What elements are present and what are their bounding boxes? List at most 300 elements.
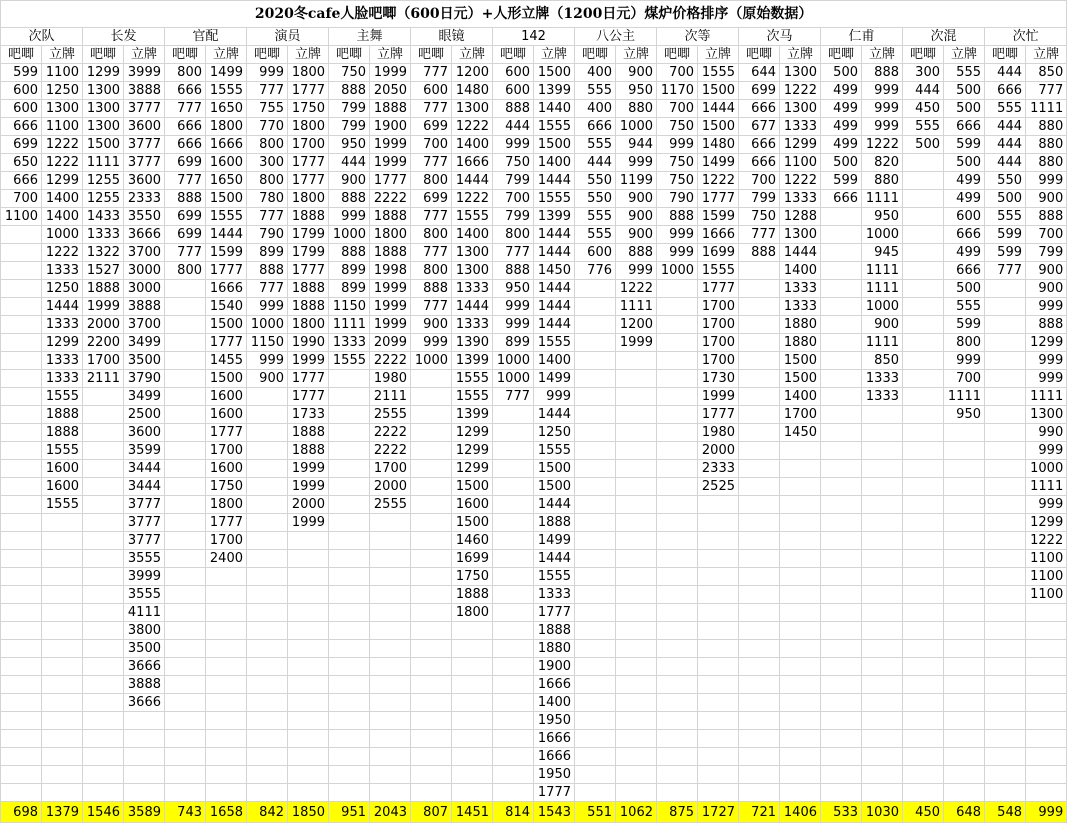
price-cell[interactable]: 1222 xyxy=(452,190,493,208)
price-cell[interactable]: 599 xyxy=(821,172,862,190)
price-cell[interactable] xyxy=(985,424,1026,442)
price-cell[interactable]: 1700 xyxy=(698,334,739,352)
price-cell[interactable]: 500 xyxy=(944,280,985,298)
price-cell[interactable]: 3600 xyxy=(124,118,165,136)
price-cell[interactable] xyxy=(493,604,534,622)
price-cell[interactable] xyxy=(903,298,944,316)
price-cell[interactable]: 2333 xyxy=(124,190,165,208)
price-cell[interactable] xyxy=(42,784,83,802)
price-cell[interactable]: 1444 xyxy=(698,100,739,118)
price-cell[interactable] xyxy=(288,766,329,784)
price-cell[interactable] xyxy=(83,406,124,424)
price-cell[interactable]: 2050 xyxy=(370,82,411,100)
price-cell[interactable] xyxy=(1,658,42,676)
price-cell[interactable]: 1799 xyxy=(288,244,329,262)
price-cell[interactable] xyxy=(493,586,534,604)
price-cell[interactable] xyxy=(42,514,83,532)
price-cell[interactable] xyxy=(83,496,124,514)
price-cell[interactable]: 1999 xyxy=(370,154,411,172)
price-cell[interactable] xyxy=(985,478,1026,496)
price-cell[interactable]: 900 xyxy=(862,316,903,334)
price-cell[interactable] xyxy=(165,622,206,640)
price-cell[interactable]: 1333 xyxy=(534,586,575,604)
price-cell[interactable] xyxy=(411,568,452,586)
price-cell[interactable] xyxy=(657,586,698,604)
price-cell[interactable]: 1222 xyxy=(616,280,657,298)
price-cell[interactable]: 1777 xyxy=(288,262,329,280)
price-cell[interactable]: 1400 xyxy=(534,154,575,172)
price-cell[interactable] xyxy=(1,568,42,586)
price-cell[interactable] xyxy=(739,262,780,280)
price-cell[interactable]: 3500 xyxy=(124,640,165,658)
price-cell[interactable]: 1699 xyxy=(452,550,493,568)
price-cell[interactable] xyxy=(493,442,534,460)
price-cell[interactable]: 666 xyxy=(985,82,1026,100)
price-cell[interactable] xyxy=(165,370,206,388)
price-cell[interactable] xyxy=(206,730,247,748)
price-cell[interactable]: 1888 xyxy=(288,280,329,298)
price-cell[interactable]: 1322 xyxy=(83,244,124,262)
price-cell[interactable] xyxy=(821,712,862,730)
price-cell[interactable]: 1399 xyxy=(534,82,575,100)
price-cell[interactable] xyxy=(821,694,862,712)
price-cell[interactable] xyxy=(370,604,411,622)
price-cell[interactable] xyxy=(821,550,862,568)
price-cell[interactable]: 1888 xyxy=(370,100,411,118)
price-cell[interactable]: 1500 xyxy=(206,370,247,388)
price-cell[interactable]: 3444 xyxy=(124,478,165,496)
price-cell[interactable]: 666 xyxy=(165,136,206,154)
price-cell[interactable] xyxy=(165,478,206,496)
price-cell[interactable] xyxy=(616,604,657,622)
price-cell[interactable] xyxy=(821,586,862,604)
price-cell[interactable] xyxy=(288,658,329,676)
price-cell[interactable] xyxy=(493,424,534,442)
price-cell[interactable] xyxy=(862,442,903,460)
price-cell[interactable]: 1299 xyxy=(452,460,493,478)
price-cell[interactable]: 700 xyxy=(1,190,42,208)
price-cell[interactable] xyxy=(657,532,698,550)
price-cell[interactable] xyxy=(903,370,944,388)
price-cell[interactable]: 1777 xyxy=(206,262,247,280)
average-cell[interactable]: 1379 xyxy=(42,802,83,823)
price-cell[interactable]: 2222 xyxy=(370,352,411,370)
price-cell[interactable]: 1900 xyxy=(534,658,575,676)
price-cell[interactable] xyxy=(288,730,329,748)
price-cell[interactable]: 850 xyxy=(1026,64,1067,82)
price-cell[interactable] xyxy=(616,622,657,640)
price-cell[interactable]: 750 xyxy=(657,172,698,190)
price-cell[interactable] xyxy=(821,298,862,316)
price-cell[interactable]: 555 xyxy=(575,208,616,226)
price-cell[interactable]: 1400 xyxy=(534,352,575,370)
price-cell[interactable]: 3000 xyxy=(124,280,165,298)
price-cell[interactable]: 1400 xyxy=(42,208,83,226)
price-cell[interactable]: 1666 xyxy=(534,748,575,766)
price-cell[interactable]: 1222 xyxy=(780,82,821,100)
sub-label-cell[interactable]: 吧唧 xyxy=(83,46,124,64)
price-cell[interactable]: 1222 xyxy=(780,172,821,190)
price-cell[interactable] xyxy=(206,640,247,658)
price-cell[interactable]: 2500 xyxy=(124,406,165,424)
price-cell[interactable] xyxy=(903,640,944,658)
price-cell[interactable] xyxy=(1,712,42,730)
price-cell[interactable]: 666 xyxy=(739,100,780,118)
price-cell[interactable] xyxy=(1,424,42,442)
price-cell[interactable] xyxy=(944,766,985,784)
price-cell[interactable] xyxy=(1,676,42,694)
price-cell[interactable] xyxy=(657,334,698,352)
price-cell[interactable]: 666 xyxy=(944,118,985,136)
price-cell[interactable] xyxy=(985,694,1026,712)
price-cell[interactable]: 1433 xyxy=(83,208,124,226)
price-cell[interactable] xyxy=(903,712,944,730)
price-cell[interactable]: 1299 xyxy=(452,424,493,442)
price-cell[interactable] xyxy=(780,496,821,514)
sub-label-cell[interactable]: 立牌 xyxy=(698,46,739,64)
price-cell[interactable] xyxy=(903,586,944,604)
price-cell[interactable] xyxy=(452,622,493,640)
price-cell[interactable] xyxy=(575,424,616,442)
price-cell[interactable] xyxy=(739,298,780,316)
price-cell[interactable]: 1199 xyxy=(616,172,657,190)
price-cell[interactable]: 1500 xyxy=(452,514,493,532)
price-cell[interactable] xyxy=(247,496,288,514)
price-cell[interactable] xyxy=(903,442,944,460)
price-cell[interactable]: 888 xyxy=(329,244,370,262)
price-cell[interactable] xyxy=(1,514,42,532)
price-cell[interactable]: 999 xyxy=(1026,298,1067,316)
price-cell[interactable] xyxy=(411,766,452,784)
price-cell[interactable]: 2099 xyxy=(370,334,411,352)
price-cell[interactable] xyxy=(411,586,452,604)
price-cell[interactable] xyxy=(452,676,493,694)
price-cell[interactable]: 1666 xyxy=(452,154,493,172)
price-cell[interactable] xyxy=(616,568,657,586)
price-cell[interactable]: 1990 xyxy=(288,334,329,352)
price-cell[interactable]: 500 xyxy=(944,82,985,100)
price-cell[interactable] xyxy=(165,280,206,298)
price-cell[interactable]: 599 xyxy=(985,244,1026,262)
price-cell[interactable] xyxy=(165,514,206,532)
price-cell[interactable]: 4111 xyxy=(124,604,165,622)
price-cell[interactable]: 899 xyxy=(247,244,288,262)
price-cell[interactable] xyxy=(657,406,698,424)
price-cell[interactable]: 3777 xyxy=(124,496,165,514)
price-cell[interactable]: 1555 xyxy=(534,334,575,352)
price-cell[interactable] xyxy=(493,496,534,514)
price-cell[interactable]: 1700 xyxy=(206,532,247,550)
price-cell[interactable] xyxy=(944,550,985,568)
price-cell[interactable] xyxy=(944,568,985,586)
price-cell[interactable] xyxy=(944,658,985,676)
price-cell[interactable] xyxy=(329,640,370,658)
price-cell[interactable] xyxy=(42,712,83,730)
price-cell[interactable]: 900 xyxy=(616,64,657,82)
price-cell[interactable]: 1777 xyxy=(206,424,247,442)
price-cell[interactable]: 1111 xyxy=(329,316,370,334)
price-cell[interactable] xyxy=(247,478,288,496)
price-cell[interactable]: 777 xyxy=(411,64,452,82)
price-cell[interactable] xyxy=(493,622,534,640)
price-cell[interactable] xyxy=(616,406,657,424)
price-cell[interactable] xyxy=(83,388,124,406)
price-cell[interactable]: 1700 xyxy=(206,442,247,460)
price-cell[interactable] xyxy=(411,694,452,712)
price-cell[interactable] xyxy=(739,586,780,604)
price-cell[interactable] xyxy=(1,604,42,622)
price-cell[interactable]: 1888 xyxy=(452,586,493,604)
price-cell[interactable] xyxy=(944,424,985,442)
price-cell[interactable] xyxy=(944,478,985,496)
price-cell[interactable]: 1999 xyxy=(370,316,411,334)
price-cell[interactable] xyxy=(42,658,83,676)
price-cell[interactable] xyxy=(780,640,821,658)
price-cell[interactable]: 770 xyxy=(247,118,288,136)
price-cell[interactable]: 1000 xyxy=(411,352,452,370)
price-cell[interactable] xyxy=(206,658,247,676)
price-cell[interactable] xyxy=(575,460,616,478)
price-cell[interactable]: 999 xyxy=(1026,370,1067,388)
price-cell[interactable]: 1555 xyxy=(698,262,739,280)
price-cell[interactable]: 1777 xyxy=(370,172,411,190)
price-cell[interactable] xyxy=(1,460,42,478)
price-cell[interactable]: 1777 xyxy=(698,280,739,298)
price-cell[interactable]: 799 xyxy=(493,172,534,190)
price-cell[interactable]: 1777 xyxy=(698,190,739,208)
price-cell[interactable] xyxy=(780,712,821,730)
price-cell[interactable]: 1500 xyxy=(534,478,575,496)
price-cell[interactable] xyxy=(698,604,739,622)
price-cell[interactable]: 1222 xyxy=(452,118,493,136)
price-cell[interactable] xyxy=(903,388,944,406)
price-cell[interactable] xyxy=(985,388,1026,406)
price-cell[interactable] xyxy=(616,640,657,658)
price-cell[interactable] xyxy=(985,298,1026,316)
price-cell[interactable] xyxy=(329,658,370,676)
price-cell[interactable] xyxy=(206,676,247,694)
price-cell[interactable] xyxy=(1,766,42,784)
price-cell[interactable] xyxy=(944,604,985,622)
price-cell[interactable] xyxy=(821,496,862,514)
average-cell[interactable]: 3589 xyxy=(124,802,165,823)
price-cell[interactable]: 1500 xyxy=(206,190,247,208)
price-cell[interactable]: 1950 xyxy=(534,712,575,730)
price-cell[interactable] xyxy=(780,748,821,766)
price-cell[interactable]: 1500 xyxy=(698,118,739,136)
price-cell[interactable]: 1299 xyxy=(83,64,124,82)
price-cell[interactable] xyxy=(657,280,698,298)
average-cell[interactable]: 648 xyxy=(944,802,985,823)
price-cell[interactable]: 1111 xyxy=(83,154,124,172)
price-cell[interactable] xyxy=(83,658,124,676)
price-cell[interactable] xyxy=(165,496,206,514)
price-cell[interactable] xyxy=(411,388,452,406)
price-cell[interactable]: 3700 xyxy=(124,244,165,262)
price-cell[interactable] xyxy=(288,622,329,640)
price-cell[interactable]: 1450 xyxy=(534,262,575,280)
price-cell[interactable] xyxy=(288,712,329,730)
price-cell[interactable] xyxy=(42,604,83,622)
price-cell[interactable] xyxy=(616,712,657,730)
price-cell[interactable]: 3777 xyxy=(124,136,165,154)
price-cell[interactable]: 1900 xyxy=(370,118,411,136)
price-cell[interactable] xyxy=(821,406,862,424)
price-cell[interactable] xyxy=(985,712,1026,730)
price-cell[interactable]: 888 xyxy=(165,190,206,208)
price-cell[interactable]: 888 xyxy=(493,100,534,118)
price-cell[interactable]: 1500 xyxy=(780,352,821,370)
price-cell[interactable]: 776 xyxy=(575,262,616,280)
price-cell[interactable]: 1000 xyxy=(247,316,288,334)
price-cell[interactable] xyxy=(739,784,780,802)
price-cell[interactable]: 1888 xyxy=(534,622,575,640)
price-cell[interactable]: 1888 xyxy=(370,244,411,262)
price-cell[interactable]: 3499 xyxy=(124,388,165,406)
price-cell[interactable]: 1300 xyxy=(780,226,821,244)
price-cell[interactable] xyxy=(657,370,698,388)
price-cell[interactable]: 3550 xyxy=(124,208,165,226)
price-cell[interactable]: 999 xyxy=(862,82,903,100)
price-cell[interactable] xyxy=(124,748,165,766)
price-cell[interactable] xyxy=(165,550,206,568)
price-cell[interactable]: 800 xyxy=(493,226,534,244)
price-cell[interactable] xyxy=(1026,658,1067,676)
price-cell[interactable]: 3700 xyxy=(124,316,165,334)
price-cell[interactable]: 800 xyxy=(165,64,206,82)
price-cell[interactable]: 1555 xyxy=(42,496,83,514)
price-cell[interactable] xyxy=(247,676,288,694)
price-cell[interactable]: 1555 xyxy=(206,82,247,100)
price-cell[interactable] xyxy=(165,694,206,712)
price-cell[interactable]: 1750 xyxy=(288,100,329,118)
price-cell[interactable]: 1888 xyxy=(288,298,329,316)
price-cell[interactable] xyxy=(329,676,370,694)
price-cell[interactable] xyxy=(821,604,862,622)
average-cell[interactable]: 814 xyxy=(493,802,534,823)
price-cell[interactable]: 2222 xyxy=(370,442,411,460)
price-cell[interactable]: 1799 xyxy=(288,226,329,244)
price-cell[interactable] xyxy=(944,496,985,514)
price-cell[interactable]: 1300 xyxy=(83,100,124,118)
price-cell[interactable]: 550 xyxy=(575,172,616,190)
price-cell[interactable]: 499 xyxy=(821,118,862,136)
price-cell[interactable]: 777 xyxy=(247,82,288,100)
price-cell[interactable] xyxy=(657,766,698,784)
price-cell[interactable]: 900 xyxy=(616,208,657,226)
price-cell[interactable]: 1111 xyxy=(1026,478,1067,496)
price-cell[interactable] xyxy=(247,730,288,748)
price-cell[interactable]: 1555 xyxy=(42,442,83,460)
price-cell[interactable] xyxy=(493,694,534,712)
price-cell[interactable] xyxy=(739,352,780,370)
price-cell[interactable] xyxy=(83,514,124,532)
price-cell[interactable]: 699 xyxy=(165,226,206,244)
price-cell[interactable]: 1499 xyxy=(534,370,575,388)
price-cell[interactable]: 1222 xyxy=(1026,532,1067,550)
price-cell[interactable]: 1555 xyxy=(42,388,83,406)
price-cell[interactable] xyxy=(657,442,698,460)
price-cell[interactable]: 700 xyxy=(657,100,698,118)
price-cell[interactable] xyxy=(780,586,821,604)
price-cell[interactable] xyxy=(739,316,780,334)
average-cell[interactable]: 951 xyxy=(329,802,370,823)
price-cell[interactable] xyxy=(944,730,985,748)
price-cell[interactable]: 999 xyxy=(493,298,534,316)
price-cell[interactable]: 1733 xyxy=(288,406,329,424)
price-cell[interactable]: 1399 xyxy=(534,208,575,226)
price-cell[interactable]: 1400 xyxy=(780,262,821,280)
price-cell[interactable] xyxy=(206,622,247,640)
sub-label-cell[interactable]: 立牌 xyxy=(206,46,247,64)
price-cell[interactable] xyxy=(411,406,452,424)
price-cell[interactable] xyxy=(288,748,329,766)
average-cell[interactable]: 721 xyxy=(739,802,780,823)
price-cell[interactable] xyxy=(575,550,616,568)
price-cell[interactable] xyxy=(165,424,206,442)
price-cell[interactable]: 1299 xyxy=(1026,334,1067,352)
price-cell[interactable]: 888 xyxy=(616,244,657,262)
price-cell[interactable]: 1500 xyxy=(83,136,124,154)
price-cell[interactable] xyxy=(83,532,124,550)
price-cell[interactable] xyxy=(575,370,616,388)
average-cell[interactable]: 999 xyxy=(1026,802,1067,823)
price-cell[interactable] xyxy=(616,352,657,370)
price-cell[interactable]: 1699 xyxy=(698,244,739,262)
price-cell[interactable] xyxy=(575,622,616,640)
price-cell[interactable]: 1200 xyxy=(616,316,657,334)
price-cell[interactable] xyxy=(657,478,698,496)
price-cell[interactable] xyxy=(493,676,534,694)
price-cell[interactable] xyxy=(657,784,698,802)
price-cell[interactable] xyxy=(657,658,698,676)
price-cell[interactable] xyxy=(206,712,247,730)
price-cell[interactable]: 1555 xyxy=(452,370,493,388)
price-cell[interactable]: 650 xyxy=(1,154,42,172)
price-cell[interactable]: 1100 xyxy=(42,118,83,136)
price-cell[interactable] xyxy=(247,640,288,658)
price-cell[interactable]: 555 xyxy=(944,298,985,316)
price-cell[interactable]: 900 xyxy=(1026,190,1067,208)
price-cell[interactable] xyxy=(83,766,124,784)
price-cell[interactable] xyxy=(739,406,780,424)
price-cell[interactable] xyxy=(821,334,862,352)
price-cell[interactable] xyxy=(780,604,821,622)
price-cell[interactable]: 777 xyxy=(493,388,534,406)
price-cell[interactable]: 1500 xyxy=(206,316,247,334)
price-cell[interactable]: 600 xyxy=(493,64,534,82)
price-cell[interactable]: 666 xyxy=(1,172,42,190)
price-cell[interactable]: 1999 xyxy=(288,514,329,532)
price-cell[interactable]: 2333 xyxy=(698,460,739,478)
price-cell[interactable]: 3555 xyxy=(124,550,165,568)
price-cell[interactable]: 777 xyxy=(165,244,206,262)
price-cell[interactable] xyxy=(165,640,206,658)
price-cell[interactable] xyxy=(944,514,985,532)
price-cell[interactable]: 1333 xyxy=(780,280,821,298)
price-cell[interactable]: 1444 xyxy=(206,226,247,244)
price-cell[interactable] xyxy=(575,388,616,406)
price-cell[interactable]: 1255 xyxy=(83,190,124,208)
price-cell[interactable]: 1555 xyxy=(534,190,575,208)
average-cell[interactable]: 1543 xyxy=(534,802,575,823)
price-cell[interactable] xyxy=(616,730,657,748)
price-cell[interactable]: 1333 xyxy=(780,118,821,136)
price-cell[interactable]: 1150 xyxy=(247,334,288,352)
price-cell[interactable]: 1666 xyxy=(534,730,575,748)
price-cell[interactable]: 1444 xyxy=(534,226,575,244)
price-cell[interactable] xyxy=(288,604,329,622)
